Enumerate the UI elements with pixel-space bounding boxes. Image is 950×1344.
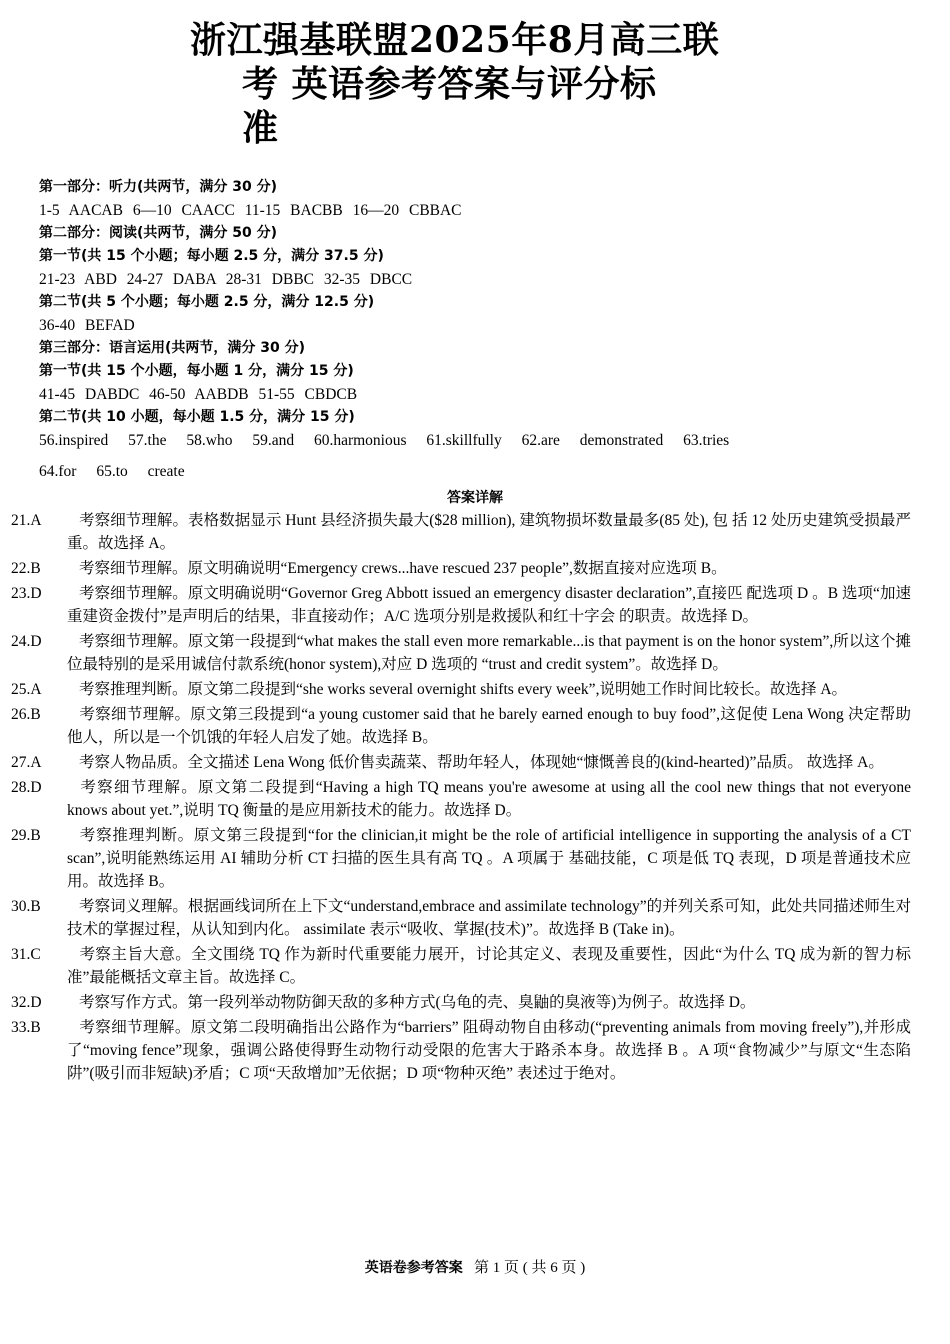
detail-item	[11, 943, 911, 989]
detail-item	[11, 751, 911, 774]
detail-number: 24.D	[11, 633, 42, 650]
part2-section2-heading: 第二节(共 5 个小题；每小题 2.5 分，满分 12.5 分)	[39, 294, 375, 310]
part2-section1-answers: 21-23 ABD 24-27 DABA 28-31 DBBC 32-35 DBCC	[39, 271, 413, 288]
part2-section2-answers: 36-40 BEFAD	[39, 317, 135, 334]
detail-text: 考察细节理解。原文第三段提到“a young customer said that he barely earned enough to buy food”,这促使 Lena Wong 决定帮助他人，所以是一个饥饿的年轻人启发了她。故选择 B。	[67, 706, 911, 746]
detail-item	[11, 776, 911, 822]
details-heading: 答案详解	[447, 490, 503, 506]
detail-text: 考察细节理解。原文明确说明“Governor Greg Abbott issued an emergency disaster declaration”,直接匹 配选项 D 。B 选项“加速重建资金拨付”是声明后的结果，非直接动作；A/C 选项分别是救援队和红十字会 的职责。故选择 D。	[67, 585, 911, 625]
page-footer	[0, 1256, 950, 1277]
detail-number: 21.A	[11, 512, 42, 529]
detail-number: 27.A	[11, 754, 42, 771]
detail-item	[11, 1016, 911, 1085]
answer-content	[11, 176, 911, 1087]
detail-text: 考察写作方式。第一段列举动物防御天敌的多种方式(乌龟的壳、臭鼬的臭液等)为例子。故选择 D。	[79, 994, 756, 1011]
detail-number: 29.B	[11, 827, 41, 844]
part1-heading: 第一部分：听力(共两节，满分 30 分)	[39, 179, 278, 195]
detail-text: 考察推理判断。原文第三段提到“for the clinician,it might be the role of artificial intelligence in supporting the analysis of a CT scan”,说明能熟练运用 AI 辅助分析 CT 扫描的医生具有高 TQ 。A 项属于 基础技能，C 项是低 TQ 表现，D 项是普通技术应用。故选择 B。	[67, 827, 911, 890]
title-line-1: 浙江强基联盟2025年8月高三联	[190, 19, 720, 61]
detail-number: 32.D	[11, 994, 42, 1011]
answer-details-list	[11, 509, 911, 1085]
detail-item	[11, 630, 911, 676]
detail-number: 26.B	[11, 706, 41, 723]
detail-number: 25.A	[11, 681, 42, 698]
detail-item	[11, 557, 911, 580]
detail-item	[11, 824, 911, 893]
part3-heading: 第三部分：语言运用(共两节，满分 30 分)	[39, 340, 306, 356]
part3-section2-answers-line1: 56.inspired 57.the 58.who 59.and 60.harmonious 61.skillfully 62.are demonstrated 63.tries	[39, 432, 730, 449]
detail-item	[11, 991, 911, 1014]
detail-text: 考察细节理解。原文明确说明“Emergency crews...have rescued 237 people”,数据直接对应选项 B。	[79, 560, 727, 577]
detail-text: 考察细节理解。原文第二段明确指出公路作为“barriers” 阻碍动物自由移动(“preventing animals from moving freely”),并形成了“moving fence”现象，强调公路使得野生动物行动受限的危害大于路杀本身。故选择 B 。A 项“食物减少”与原文“生态陷阱”(吸引而非短缺)矛盾；C 项“天敌增加”无依据；D 项“物种灭绝” 表述过于绝对。	[67, 1019, 911, 1082]
part2-section1-heading: 第一节(共 15 个小题；每小题 2.5 分，满分 37.5 分)	[39, 248, 384, 264]
detail-number: 33.B	[11, 1019, 41, 1036]
footer-label: 英语卷参考答案	[364, 1260, 463, 1276]
detail-number: 30.B	[11, 898, 41, 915]
detail-number: 31.C	[11, 946, 41, 963]
detail-text: 考察细节理解。原文第二段提到“Having a high TQ means you're awesome at using all the cool new things that not everyone knows about yet.”,说明 TQ 衡量的是应用新技术的能力。故选择 D。	[67, 779, 911, 819]
part3-section2-heading: 第二节(共 10 小题，每小题 1.5 分，满分 15 分)	[39, 409, 355, 425]
detail-text: 考察词义理解。根据画线词所在上下文“understand,embrace and assimilate technology”的并列关系可知，此处共同描述师生对技术的掌握过程，从认知到内化。 assimilate 表示“吸收、掌握(技术)”。故选择 B (Take in)。	[67, 898, 911, 938]
detail-item	[11, 582, 911, 628]
part3-section2-answers-line2: 64.for 65.to create	[39, 463, 185, 480]
page-number: 第 1 页 ( 共 6 页 )	[474, 1260, 586, 1276]
detail-number: 23.D	[11, 585, 42, 602]
title-line-3: 准	[242, 107, 279, 149]
detail-item	[11, 895, 911, 941]
detail-item	[11, 678, 911, 701]
title-line-2: 考 英语参考答案与评分标	[242, 63, 657, 105]
document-title	[190, 18, 750, 150]
detail-text: 考察主旨大意。全文围绕 TQ 作为新时代重要能力展开，讨论其定义、表现及重要性，因此“为什么 TQ 成为新的智力标准”最能概括文章主旨。故选择 C。	[67, 946, 911, 986]
detail-number: 28.D	[11, 779, 42, 796]
detail-item	[11, 703, 911, 749]
detail-text: 考察推理判断。原文第二段提到“she works several overnight shifts every week”,说明她工作时间比较长。故选择 A。	[79, 681, 848, 698]
part1-answers: 1-5 AACAB 6—10 CAACC 11-15 BACBB 16—20 CBBAC	[39, 202, 462, 219]
part2-heading: 第二部分：阅读(共两节，满分 50 分)	[39, 225, 278, 241]
detail-number: 22.B	[11, 560, 41, 577]
detail-text: 考察细节理解。原文第一段提到“what makes the stall even more remarkable...is that payment is on the honor system”,所以这个摊位最特别的是采用诚信付款系统(honor system),对应 D 选项的 “trust and credit system”。故选择 D。	[67, 633, 911, 673]
detail-text: 考察细节理解。表格数据显示 Hunt 县经济损失最大($28 million), 建筑物损坏数量最多(85 处), 包 括 12 处历史建筑受损最严重。故选择 A。	[67, 512, 911, 552]
part3-section1-heading: 第一节(共 15 个小题，每小题 1 分，满分 15 分)	[39, 363, 354, 379]
detail-text: 考察人物品质。全文描述 Lena Wong 低价售卖蔬菜、帮助年轻人，体现她“慷慨善良的(kind-hearted)”品质。 故选择 A。	[79, 754, 884, 771]
detail-item	[11, 509, 911, 555]
part3-section1-answers: 41-45 DABDC 46-50 AABDB 51-55 CBDCB	[39, 386, 358, 403]
